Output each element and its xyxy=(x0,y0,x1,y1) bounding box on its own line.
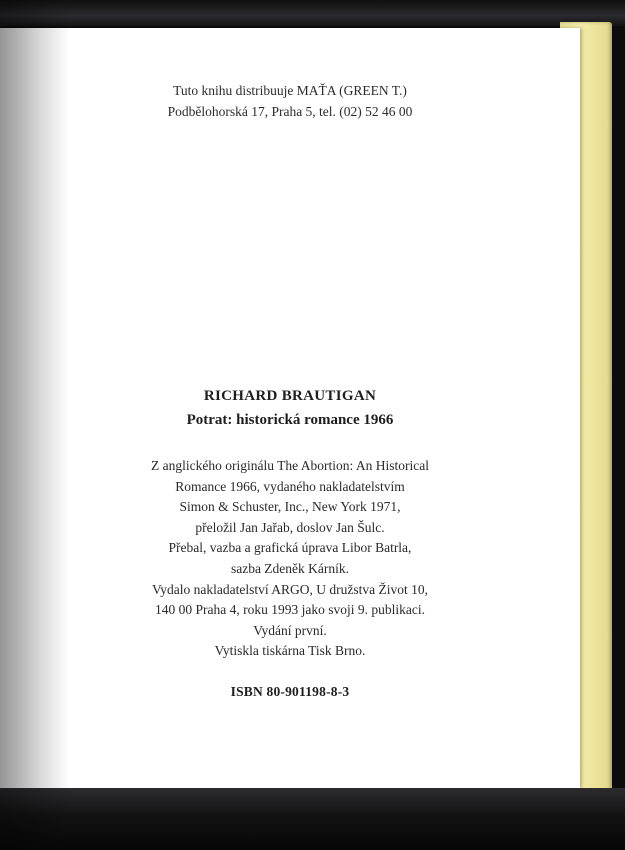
colophon-line: 140 00 Praha 4, roku 1993 jako svoji 9. publikaci. xyxy=(155,602,425,618)
isbn-number: ISBN 80-901198-8-3 xyxy=(230,684,350,699)
author-name: RICHARD BRAUTIGAN xyxy=(203,388,377,404)
colophon-line: Přebal, vazba a grafická úprava Libor Batrla, xyxy=(168,540,412,556)
colophon-line: Romance 1966, vydaného nakladatelstvím xyxy=(175,478,405,494)
colophon-line: Vydání první. xyxy=(253,622,327,638)
colophon-line: Simon & Schuster, Inc., New York 1971, xyxy=(179,499,401,515)
distribution-line-1: Tuto knihu distribuuje MAŤA (GREEN T.) xyxy=(173,83,407,98)
colophon xyxy=(0,456,580,662)
colophon-line: Vydalo nakladatelství ARGO, U družstva Život 10, xyxy=(152,581,428,597)
colophon-line: Vytiskla tiskárna Tisk Brno. xyxy=(214,643,366,659)
colophon-line: Z anglického originálu The Abortion: An Historical xyxy=(151,458,429,473)
book-page xyxy=(0,28,580,788)
page-gutter-shadow xyxy=(0,28,40,788)
book-cover-top-edge xyxy=(0,0,625,26)
colophon-line: sazba Zdeněk Kárník. xyxy=(230,560,350,576)
book-cover-bottom-edge xyxy=(0,788,625,850)
distribution-note xyxy=(0,80,580,122)
distribution-line-2: Podbělohorská 17, Praha 5, tel. (02) 52 46 00 xyxy=(167,104,413,119)
colophon-line: přeložil Jan Jařab, doslov Jan Šulc. xyxy=(195,519,385,535)
book-title: Potrat: historická romance 1966 xyxy=(186,412,394,428)
